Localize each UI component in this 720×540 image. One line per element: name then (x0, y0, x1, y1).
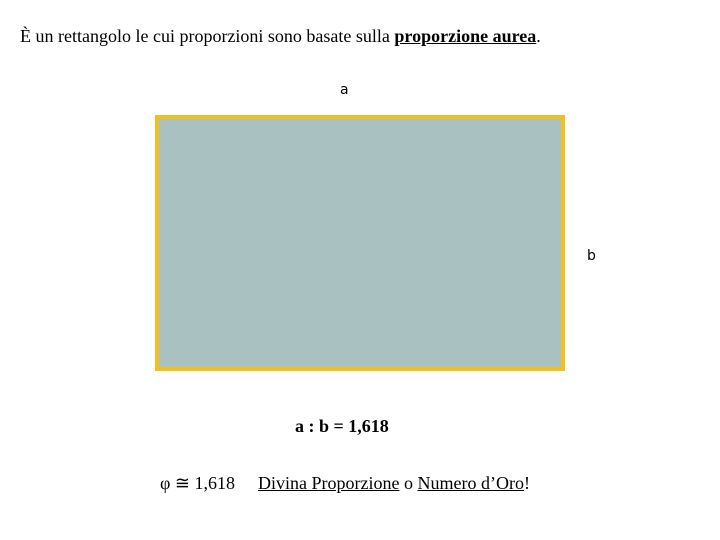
divina-proporzione: Divina Proporzione (258, 473, 400, 493)
names-end: ! (523, 473, 530, 493)
ratio-formula: a : b = 1,618 (295, 416, 389, 436)
golden-ratio-term: proporzione aurea (394, 26, 537, 46)
intro-end: . (536, 26, 541, 46)
intro-text: È un rettangolo le cui proporzioni sono basate sulla (20, 26, 395, 46)
side-a-label: a (340, 82, 349, 98)
names-line (258, 473, 530, 494)
phi-value: φ ≅ 1,618 (160, 473, 235, 493)
names-connector: o (399, 473, 418, 493)
golden-rectangle (155, 115, 565, 371)
numero-d-oro: Numero d’Oro (417, 473, 524, 493)
intro-sentence (20, 26, 541, 47)
side-b-label: b (587, 248, 596, 264)
